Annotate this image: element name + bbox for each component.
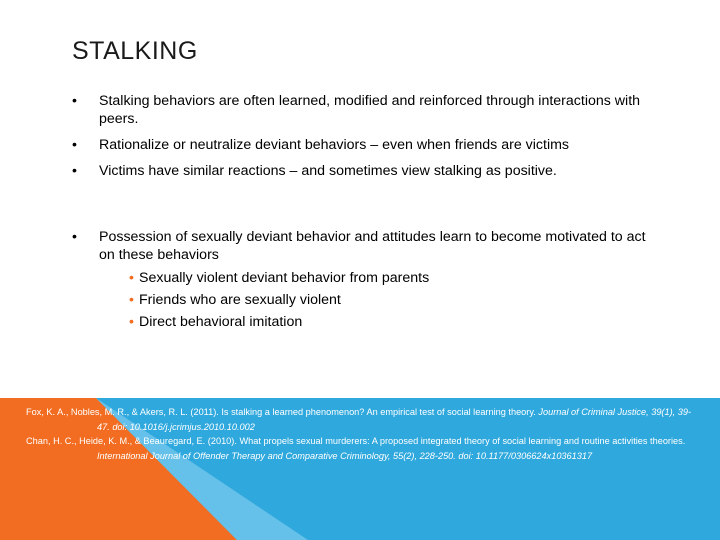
- sub-bullet-text: Friends who are sexually violent: [139, 292, 341, 308]
- sub-bullet-item: [99, 313, 662, 331]
- sub-bullet-marker: •: [129, 314, 134, 330]
- bullet-item: [72, 228, 662, 331]
- reference-text: Chan, H. C., Heide, K. M., & Beauregard, E. (2010). What propels sexual murderers: A proposed integrated theory of social learning and routine activities theories.: [26, 436, 686, 446]
- bullet-text: Rationalize or neutralize deviant behaviors – even when friends are victims: [99, 137, 570, 153]
- sub-bullet-text: Direct behavioral imitation: [139, 314, 303, 330]
- bullet-list: [72, 92, 662, 339]
- reference-text: Fox, K. A., Nobles, M. R., & Akers, R. L. (2011). Is stalking a learned phenomenon? An empirical test of social learning theory.: [26, 407, 539, 417]
- reference-entry: [26, 434, 696, 463]
- reference-entry: [26, 405, 696, 434]
- bullet-item: [72, 162, 662, 180]
- bullet-marker: •: [72, 163, 77, 179]
- bullet-text: Possession of sexually deviant behavior and attitudes learn to become motivated to act on these behaviors: [99, 229, 646, 263]
- bullet-text: Victims have similar reactions – and sometimes view stalking as positive.: [99, 163, 557, 179]
- sub-bullet-text: Sexually violent deviant behavior from parents: [139, 270, 430, 286]
- bullet-item: [72, 136, 662, 154]
- bullet-marker: •: [72, 229, 77, 245]
- sub-bullet-item: [99, 291, 662, 309]
- reference-journal: Journal of Criminal Justice, 39(1), 39-47. doi: 10.1016/j.jcrimjus.2010.10.002: [97, 407, 692, 432]
- bullet-text: Stalking behaviors are often learned, modified and reinforced through interactions with peers.: [99, 93, 641, 127]
- sub-bullet-item: [99, 269, 662, 287]
- reference-journal: International Journal of Offender Therapy and Comparative Criminology, 55(2), 228-250. doi: 10.1177/0306624x10361317: [97, 450, 593, 461]
- bullet-marker: •: [72, 137, 77, 153]
- bullet-item: [72, 92, 662, 128]
- sub-bullet-list: [99, 269, 662, 331]
- references: [26, 405, 696, 463]
- sub-bullet-marker: •: [129, 270, 134, 286]
- bullet-marker: •: [72, 93, 77, 109]
- sub-bullet-marker: •: [129, 292, 134, 308]
- slide-title: STALKING: [72, 37, 198, 65]
